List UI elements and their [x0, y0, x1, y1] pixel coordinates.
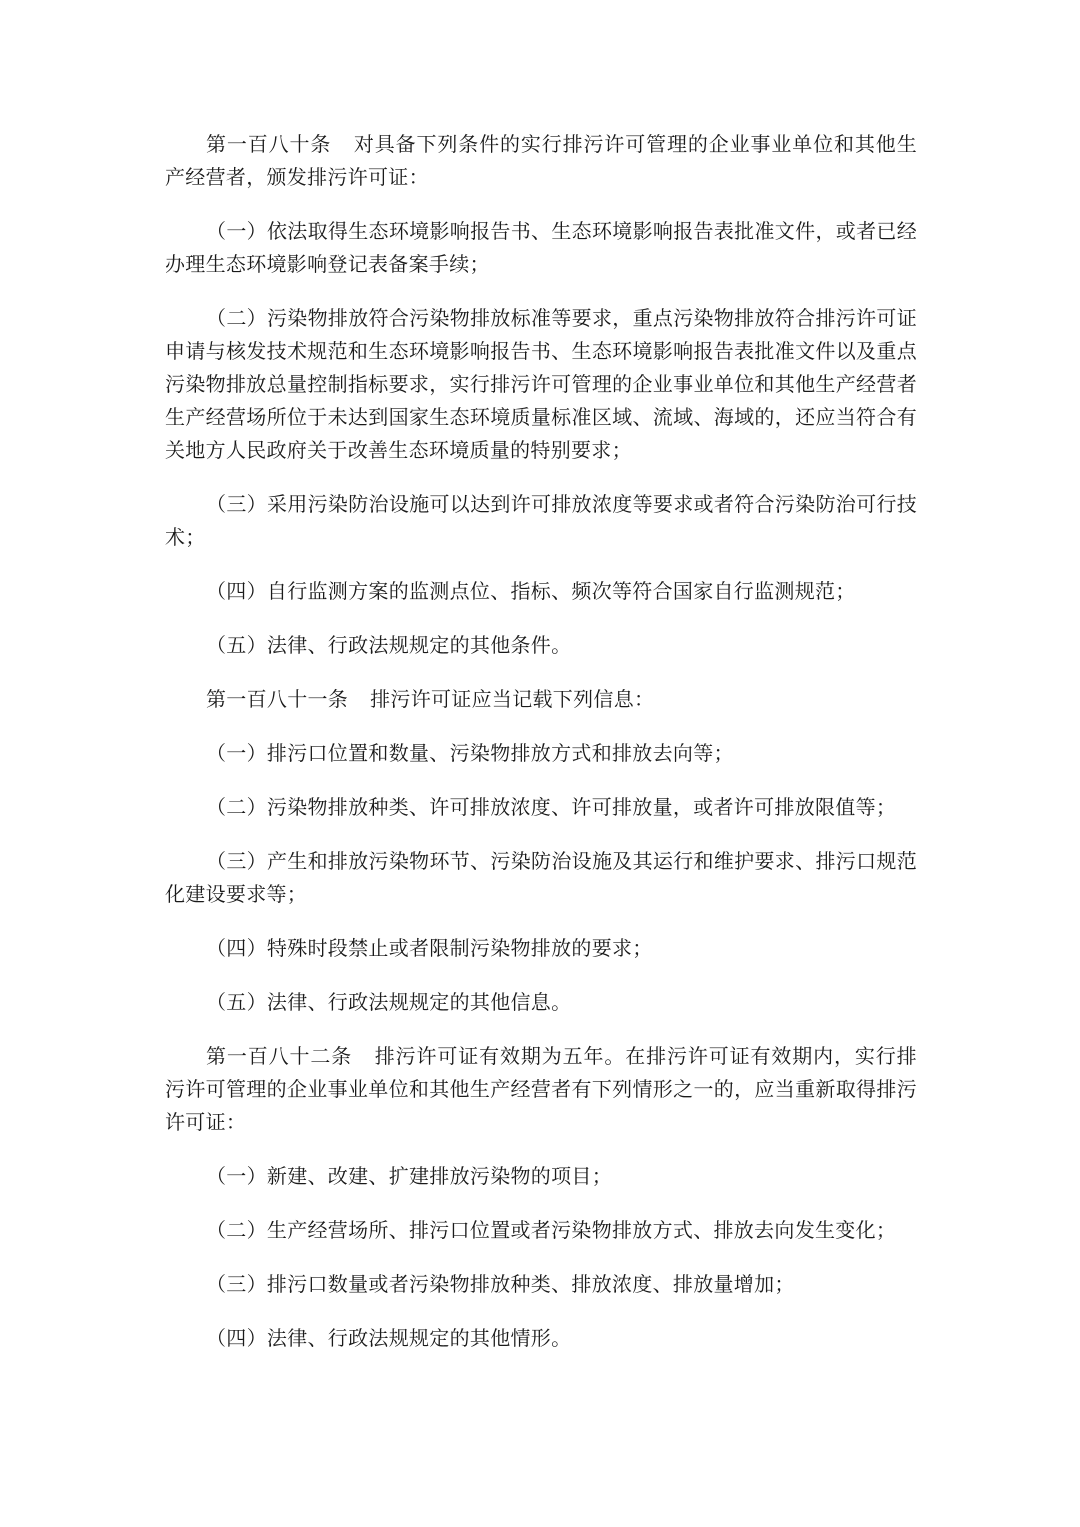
article-item: （二）污染物排放种类、许可排放浓度、许可排放量，或者许可排放限值等；: [206, 795, 897, 819]
article-paragraph: [165, 1040, 917, 1139]
article-paragraph: [165, 128, 917, 194]
article-intro: 对具备下列条件的实行排污许可管理的企业事业单位和其他生产经营者，颁发排污许可证：: [165, 132, 917, 189]
article-item: （三）产生和排放污染物环节、污染防治设施及其运行和维护要求、排污口规范化建设要求等；: [165, 849, 917, 906]
article-item: （四）法律、行政法规规定的其他情形。: [206, 1326, 572, 1350]
article-heading: 第一百八十二条: [206, 1044, 353, 1068]
article-item: （二）污染物排放符合污染物排放标准等要求，重点污染物排放符合排污许可证申请与核发技术规范和生态环境影响报告书、生态环境影响报告表批准文件以及重点污染物排放总量控制指标要求，实行排污许可管理的企业事业单位和其他生产经营者生产经营场所位于未达到国家生态环境质量标准区域、流域、海域的，还应当符合有关地方人民政府关于改善生态环境质量的特别要求；: [165, 306, 917, 462]
article-item: （四）特殊时段禁止或者限制污染物排放的要求；: [206, 936, 653, 960]
article-intro: 排污许可证有效期为五年。在排污许可证有效期内，实行排污许可管理的企业事业单位和其他生产经营者有下列情形之一的，应当重新取得排污许可证：: [165, 1044, 917, 1134]
article-heading: 第一百八十条: [206, 132, 332, 156]
article-paragraph: [165, 683, 917, 716]
article-item: （四）自行监测方案的监测点位、指标、频次等符合国家自行监测规范；: [206, 579, 856, 603]
document-page: [165, 128, 917, 1376]
article-item: （一）新建、改建、扩建排放污染物的项目；: [206, 1164, 612, 1188]
article-item: （三）采用污染防治设施可以达到许可排放浓度等要求或者符合污染防治可行技术；: [165, 492, 917, 549]
article-item: （一）依法取得生态环境影响报告书、生态环境影响报告表批准文件，或者已经办理生态环境影响登记表备案手续；: [165, 219, 917, 276]
article-heading: 第一百八十一条: [206, 687, 349, 711]
article-item: （一）排污口位置和数量、污染物排放方式和排放去向等；: [206, 741, 734, 765]
article-intro: 排污许可证应当记载下列信息：: [370, 687, 655, 711]
article-item: （二）生产经营场所、排污口位置或者污染物排放方式、排放去向发生变化；: [206, 1218, 897, 1242]
article-item: （五）法律、行政法规规定的其他条件。: [206, 633, 572, 657]
article-item: （三）排污口数量或者污染物排放种类、排放浓度、排放量增加；: [206, 1272, 795, 1296]
article-item: （五）法律、行政法规规定的其他信息。: [206, 990, 572, 1014]
